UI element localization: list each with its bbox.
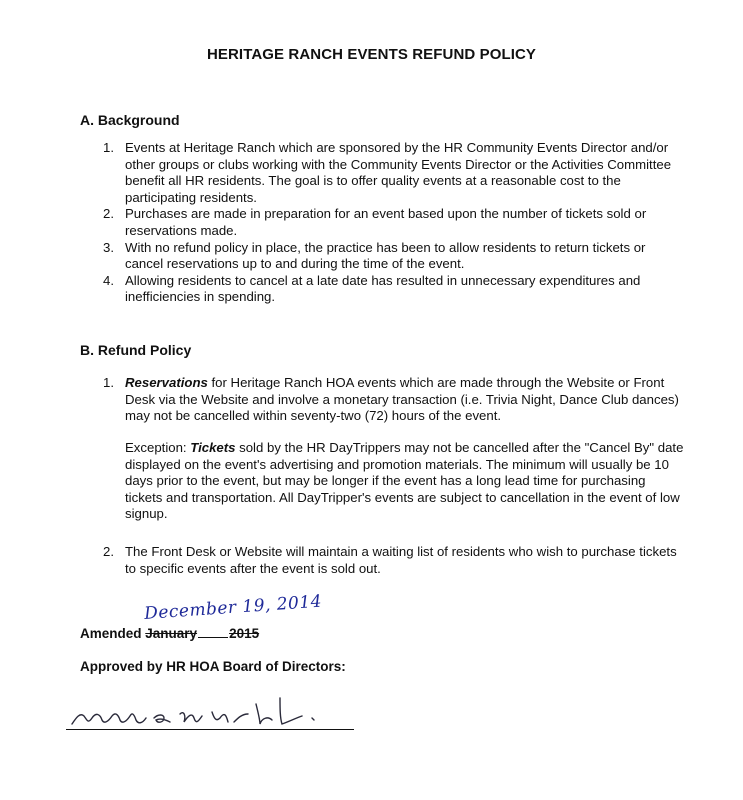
- list-text: Events at Heritage Ranch which are sponsored by the HR Community Events Director and/or other groups or clubs working with the Community Events Director or the Activities Committee benefit all HR residents. The goal is to offer quality events at a reasonable cost to the participating residents.: [125, 140, 672, 205]
- struck-month: January: [145, 626, 198, 641]
- refund-item-reservations: [103, 375, 683, 425]
- background-list: [103, 140, 673, 306]
- reservations-text: for Heritage Ranch HOA events which are made through the Website or Front Desk via the Website and involve a monetary transaction (i.e. Trivia Night, Dance Club dances) may not be cancelled within seventy-two (72) hours of the event.: [125, 375, 679, 424]
- tickets-exception: [125, 440, 685, 523]
- signature-scribble: [66, 688, 366, 733]
- waiting-list-text: The Front Desk or Website will maintain a waiting list of residents who wish to purchase tickets to specific events after the event is sold out.: [125, 544, 677, 576]
- list-number: 3.: [103, 239, 114, 255]
- list-number: 2.: [103, 544, 114, 559]
- list-text: With no refund policy in place, the practice has been to allow residents to return tickets or cancel reservations up to and during the time of the event.: [125, 239, 646, 272]
- tickets-term: Tickets: [190, 440, 236, 455]
- signature-area: [66, 688, 366, 738]
- list-number: 4.: [103, 272, 114, 288]
- list-text: Purchases are made in preparation for an event based upon the number of tickets sold or reservations made.: [125, 206, 647, 238]
- section-b-heading: B. Refund Policy: [80, 342, 192, 358]
- refund-item-waiting-list: [103, 544, 683, 577]
- approved-label: Approved by HR HOA Board of Directors:: [80, 659, 346, 674]
- reservations-term: Reservations: [125, 375, 208, 390]
- list-item: [103, 206, 673, 239]
- list-number: 1.: [103, 140, 114, 155]
- document-title: HERITAGE RANCH EVENTS REFUND POLICY: [206, 46, 537, 63]
- exception-prefix: Exception:: [125, 440, 191, 455]
- amended-line: [80, 626, 259, 641]
- struck-year: 2015: [229, 626, 260, 641]
- exception-text: sold by the HR DayTrippers may not be cancelled after the "Cancel By" date displayed on the event's advertising and promotion materials. The minimum will usually be 10 days prior to the event, but may be longer if the event has a long lead time for purchasing tickets and transportation. All DayTripper's events are subject to cancellation in the event of low signup.: [125, 440, 684, 522]
- signature-line: [66, 729, 354, 730]
- list-item: [103, 240, 673, 273]
- list-item: [103, 140, 673, 206]
- date-blank: [198, 627, 228, 638]
- list-item: [103, 273, 673, 306]
- handwritten-date: December 19, 2014: [143, 591, 323, 624]
- list-number: 2.: [103, 206, 114, 222]
- list-text: Allowing residents to cancel at a late date has resulted in unnecessary expenditures and inefficiencies in spending.: [125, 272, 641, 305]
- list-number: 1.: [103, 375, 114, 390]
- section-a-heading: A. Background: [80, 112, 180, 128]
- amended-label: Amended: [80, 626, 142, 641]
